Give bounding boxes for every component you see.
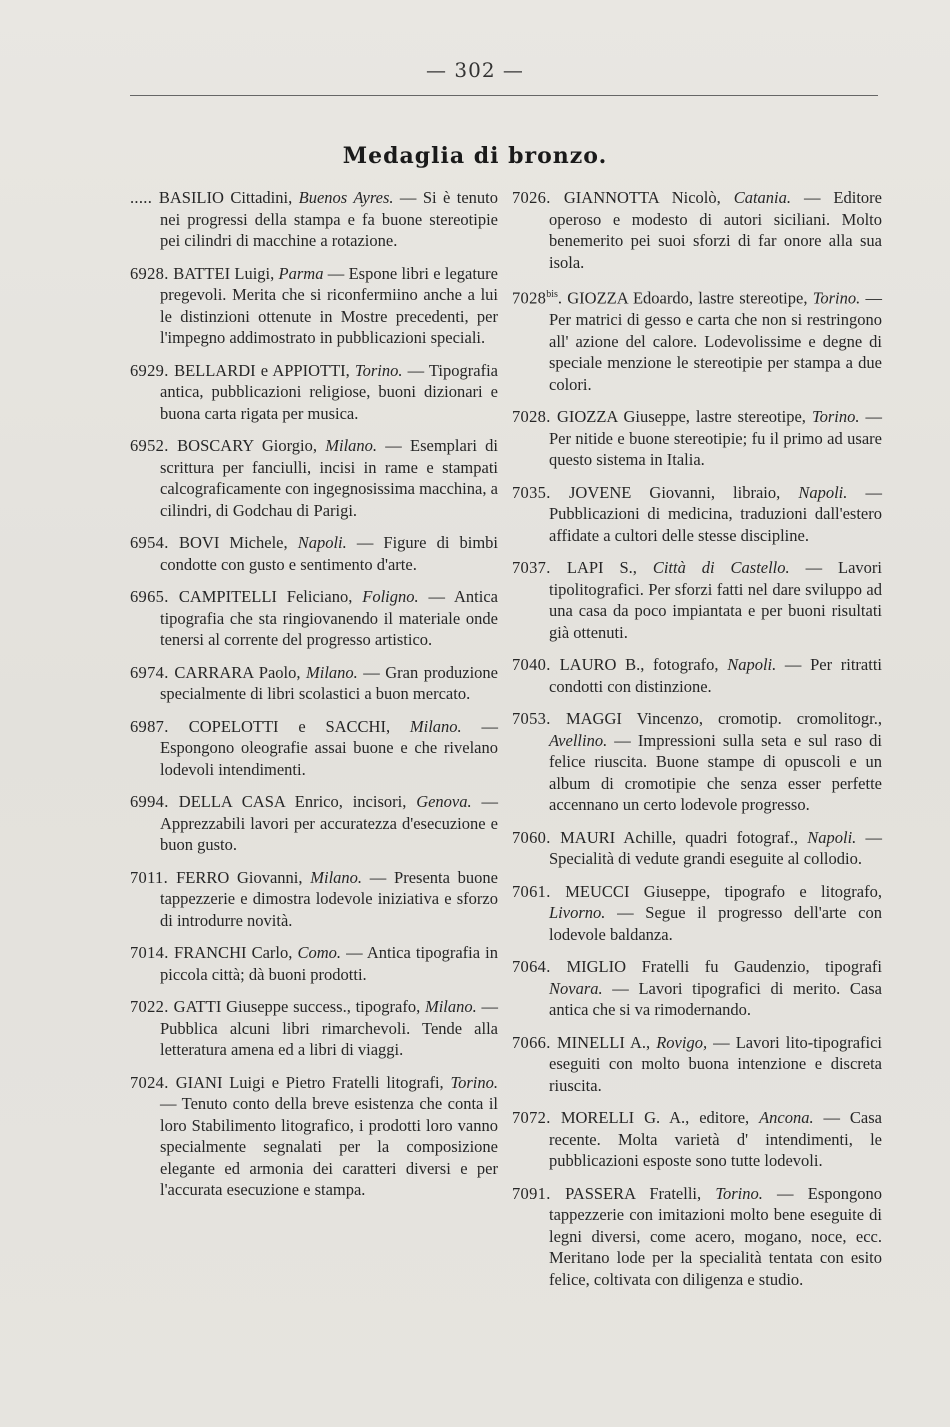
entry-place: Napoli. (798, 482, 848, 502)
section-title: Medaglia di bronzo. (342, 143, 608, 169)
entry-number: 7028 (512, 288, 547, 308)
entry-place: Torino. (715, 1183, 763, 1203)
entry-place: Torino. (812, 288, 861, 308)
entry-place: Como. (297, 943, 342, 962)
page-number: — 302 — (426, 58, 524, 82)
catalog-entry (512, 482, 882, 547)
entry-place: Milano. (305, 662, 358, 682)
catalog-entry (130, 1072, 498, 1201)
entry-number: 7060. (512, 827, 561, 847)
entry-place: Avellino. (549, 730, 608, 750)
entry-number: 7066. (512, 1032, 557, 1052)
entry-description: — Si è tenuto nei progressi della stampa e fa buone stereotipie pei cilindri di macchine a rotazione. (160, 188, 498, 250)
catalog-entry (512, 654, 882, 697)
catalog-entry (512, 1032, 882, 1097)
entry-place: Napoli. (727, 655, 777, 674)
entry-description: — Espone libri e legature pregevoli. Merita che si riconfermiino anche a lui le distinzioni ottenute in Mostre precedenti, per l'impegno addimostrato in pubblicazioni speciali. (160, 263, 499, 347)
catalog-entry (512, 708, 882, 816)
entry-place: Foligno. (362, 587, 419, 606)
catalog-entry (512, 881, 882, 946)
entry-name: PASSERA Fratelli, (565, 1183, 716, 1203)
entry-name: FERRO Giovanni, (176, 867, 311, 887)
entry-name: . GIOZZA Edoardo, lastre stereotipe, (557, 288, 813, 308)
entry-description: — Per matrici di gesso e carta che non si restringono all' azione del calore. Lodevolissime e degne di speciale menzione le stereotipie per stampa a due colori. (549, 288, 883, 394)
catalog-entry (512, 557, 882, 643)
catalog-entry (130, 360, 498, 425)
entry-place: Rovigo, (656, 1032, 708, 1052)
entry-number: 6965. (130, 587, 179, 606)
catalog-entry (130, 942, 498, 985)
catalog-entry (130, 996, 498, 1061)
entry-number: 7064. (512, 957, 567, 976)
catalog-entry (512, 956, 882, 1021)
entry-description: — Per ritratti condotti con distinzione. (549, 655, 882, 696)
entry-place: Ancona. (759, 1108, 814, 1127)
entry-number: 7040. (512, 655, 560, 674)
catalog-entry (512, 1107, 882, 1172)
entry-number: 7053. (512, 709, 566, 728)
entry-description: — Segue il progresso dell'arte con lodevole baldanza. (549, 903, 882, 944)
entry-number: 7037. (512, 558, 567, 577)
entry-number: ..... (130, 188, 159, 207)
entry-name: MAURI Achille, quadri fotograf., (560, 827, 808, 847)
right-column (512, 187, 882, 1301)
catalog-entry (130, 586, 498, 651)
entry-name: MAGGI Vincenzo, cromotip. cromolitogr., (565, 709, 882, 728)
entry-place: Genova. (416, 792, 472, 811)
entry-name: BATTEI Luigi, (173, 263, 279, 283)
catalog-entry (130, 791, 498, 856)
entry-place: Parma (278, 263, 324, 283)
entry-description: — Espongono oleografie assai buone e che rivelano lodevoli intendimenti. (160, 716, 498, 779)
entry-description: — Lavori tipolitografici. Per sforzi fatti nel dare sviluppo ad una casa da poco impiantata e per buoni risultati già ottenuti. (549, 558, 882, 642)
entry-description: — Apprezzabili lavori per accuratezza d'esecuzione e buon gusto. (160, 792, 498, 854)
catalog-entry (512, 284, 882, 395)
left-column (130, 187, 498, 1212)
entry-number: 7011. (130, 867, 177, 887)
entry-place: Torino. (354, 360, 403, 380)
entry-description: — Antica tipografia che sta ringiovanendo il materiale onde tenersi al corrente del progresso artistico. (160, 587, 498, 649)
entry-place: Catania. (733, 188, 792, 207)
entry-description: — Casa recente. Molta varietà d' intendimenti, le pubblicazioni esposte sono tutte lodevoli. (549, 1108, 882, 1170)
entry-number: 6974. (130, 662, 175, 682)
entry-number: 7072. (512, 1108, 561, 1127)
entry-number: 7024. (130, 1072, 176, 1092)
entry-description: — Impressioni sulla seta e sul raso di felice riuscita. Buone stampe di opuscoli e un album di cromotipie che senza esser perfette accennano un certo lodevole progresso. (549, 730, 882, 814)
catalog-entry (130, 716, 498, 781)
entry-number: 6954. (130, 533, 180, 552)
entry-place: Milano. (424, 997, 477, 1016)
entry-description: — Lavori lito-tipografici eseguiti con molto buona intenzione e discreta riuscita. (549, 1032, 882, 1095)
entry-place: Milano. (409, 716, 462, 736)
entry-description: — Figure di bimbi condotte con gusto e sentimento d'arte. (160, 533, 498, 574)
entry-number: 6994. (130, 792, 179, 811)
catalog-entry (130, 435, 498, 521)
entry-description: — Per nitide e buone stereotipie; fu il primo ad usare questo sistema in Italia. (549, 407, 882, 469)
entry-description: — Tipografia antica, pubblicazioni religiose, buoni dizionari e buona carta rigata per musica. (160, 360, 498, 423)
catalog-entry (130, 662, 498, 705)
entry-number: 6929. (130, 360, 175, 380)
entry-place: Napoli. (297, 533, 347, 552)
entry-name: FRANCHI Carlo, (174, 943, 298, 962)
entry-place: Torino. (811, 407, 860, 426)
entry-place: Buenos Ayres. (298, 188, 394, 207)
entry-number: 7035. (512, 482, 570, 502)
entry-place: Napoli. (807, 827, 857, 847)
entry-place: Novara. (549, 978, 603, 998)
entry-number: 7014. (130, 943, 175, 962)
catalog-entry (130, 867, 498, 932)
entry-description: — Pubblica alcuni libri rimarchevoli. Tende alla letteratura amena ed a libri di viaggi. (160, 997, 498, 1059)
entry-name: MORELLI G. A., editore, (560, 1108, 760, 1127)
entry-name: GIANI Luigi e Pietro Fratelli litografi, (175, 1072, 451, 1092)
entry-number: 6928. (130, 263, 174, 283)
catalog-entry (130, 263, 498, 349)
entry-description: — Espongono tappezzerie con imitazioni molto bene eseguite di legni diversi, come acero, mogano, noce, ecc. Meritano lode per la specialità tentata con esito felice, coltivata con diligenza e studio. (549, 1183, 882, 1289)
entry-name: GIANNOTTA Nicolò, (563, 188, 734, 207)
entry-name: MINELLI A., (557, 1032, 657, 1052)
entry-name: BASILIO Cittadini, (158, 188, 299, 207)
entry-description: — Tenuto conto della breve esistenza che conta il loro Stabilimento litografico, i prodotti loro vanno specialmente segnalati per la composizione elegante ed armonia dei caratteri diversi e per l'accurata esecuzione e stampa. (160, 1094, 498, 1199)
entry-description: — Editore operoso e modesto di autori siciliani. Molto benemerito pei suoi sforzi di far onore alla sua isola. (549, 188, 882, 272)
entry-place: Milano. (325, 436, 378, 455)
catalog-entry (512, 827, 882, 870)
entry-number: 7028. (512, 407, 557, 426)
entry-place: Città di Castello. (652, 558, 790, 577)
catalog-entry (130, 187, 498, 252)
entry-description: — Antica tipografia in piccola città; dà buoni prodotti. (160, 943, 499, 984)
entry-name: MEUCCI Giuseppe, tipografo e litografo, (565, 881, 882, 901)
entry-name: BELLARDI e APPIOTTI, (174, 360, 355, 380)
entry-description: — Lavori tipografici di merito. Casa antica che si va rimodernando. (549, 978, 882, 1019)
entry-number: 6952. (130, 436, 178, 455)
entry-name: JOVENE Giovanni, libraio, (569, 482, 799, 502)
entry-name: BOSCARY Giorgio, (177, 436, 326, 455)
entry-description: — Gran produzione specialmente di libri scolastici a buon mercato. (160, 662, 498, 703)
entry-name: MIGLIO Fratelli fu Gaudenzio, tipografi (566, 957, 882, 976)
entry-description: — Presenta buone tappezzerie e dimostra lodevole iniziativa e sforzo di introdurre novità. (160, 867, 498, 930)
entry-description: — Pubblicazioni di medicina, traduzioni dall'estero affidate a cultori delle stesse discipline. (549, 482, 882, 545)
entry-name: DELLA CASA Enrico, incisori, (178, 792, 417, 811)
entry-name: GIOZZA Giuseppe, lastre stereotipe, (556, 407, 812, 426)
entry-name: CARRARA Paolo, (174, 662, 306, 682)
entry-place: Milano. (310, 867, 363, 887)
entry-place: Livorno. (549, 903, 606, 922)
entry-name: COPELOTTI e SACCHI, (188, 716, 410, 736)
catalog-entry (512, 1183, 882, 1291)
catalog-entry (130, 532, 498, 575)
header-rule (130, 95, 878, 96)
entry-name: CAMPITELLI Feliciano, (178, 587, 363, 606)
entry-suffix: bis (546, 289, 558, 300)
entry-name: BOVI Michele, (179, 533, 298, 552)
entry-number: 7091. (512, 1183, 566, 1203)
entry-number: 7022. (130, 997, 174, 1016)
catalog-entry (512, 406, 882, 471)
catalog-entry (512, 187, 882, 273)
entry-number: 7026. (512, 188, 564, 207)
entry-name: LAPI S., (566, 558, 653, 577)
entry-name: GATTI Giuseppe success., tipografo, (173, 997, 425, 1016)
entry-number: 7061. (512, 881, 566, 901)
entry-number: 6987. (130, 716, 189, 736)
entry-description: — Esemplari di scrittura per fanciulli, incisi in rame e stampati calcograficamente con ingegnosissima macchina, a cilindri, di Godchau di Parigi. (160, 436, 498, 520)
entry-place: Torino. (450, 1072, 498, 1092)
entry-name: LAURO B., fotografo, (559, 655, 728, 674)
entry-description: — Specialità di vedute grandi eseguite al collodio. (549, 827, 882, 868)
